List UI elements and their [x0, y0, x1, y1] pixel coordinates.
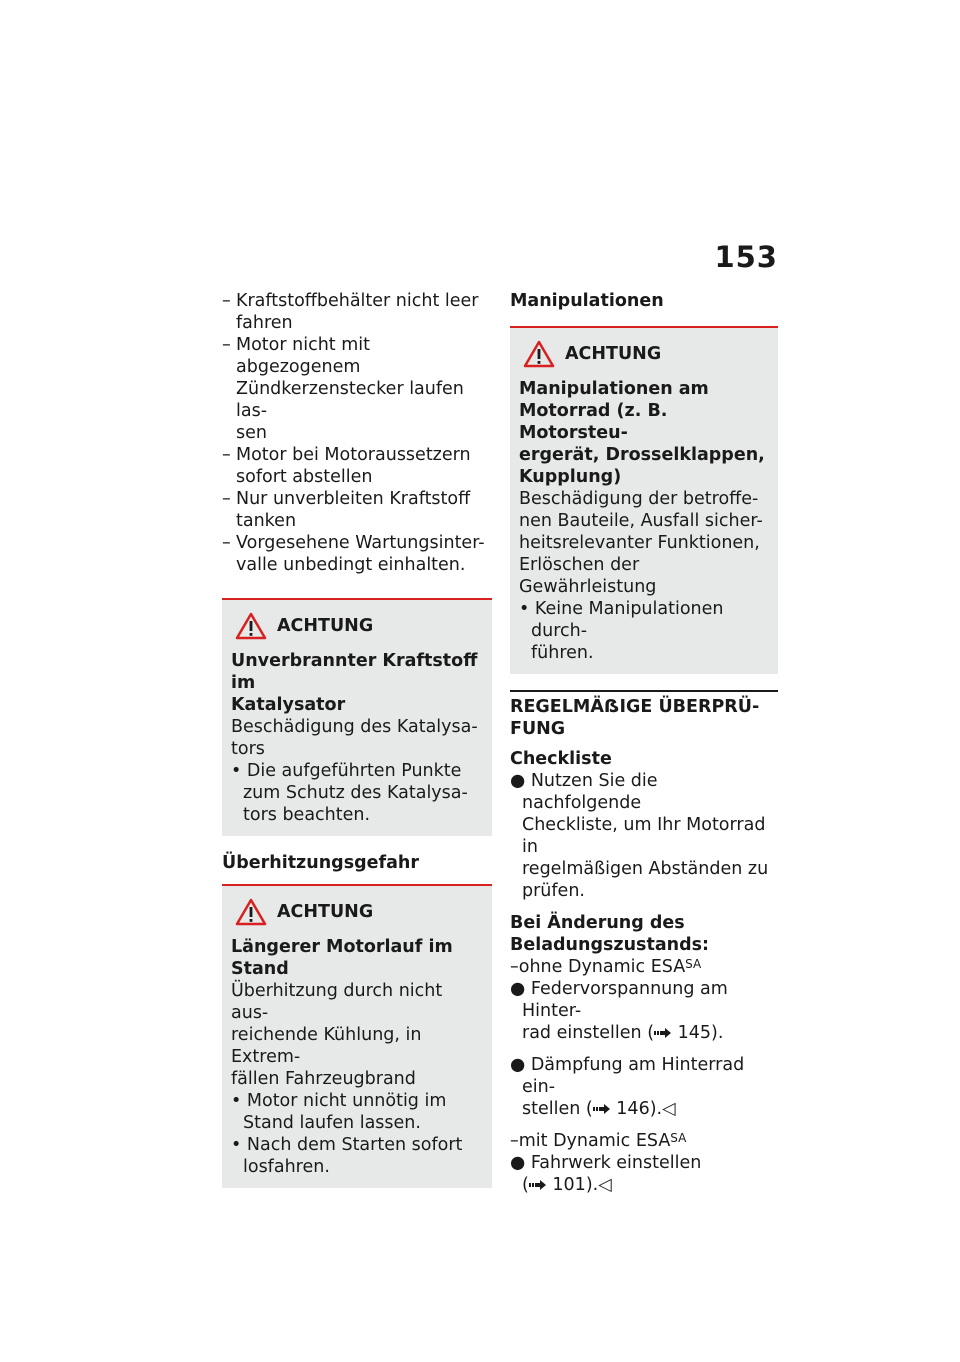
list-item: ● Federvorspannung am Hinter- rad einstellen ( 145). — [510, 979, 728, 1043]
list-item: – Nur unverbleiten Kraftstoff tanken — [222, 489, 471, 531]
warning-header — [231, 612, 483, 640]
list-item: • Keine Manipulationen durch- führen. — [519, 599, 724, 663]
page-reference-arrow-icon — [654, 1028, 672, 1038]
list-item: • Nach dem Starten sofort losfahren. — [231, 1135, 463, 1177]
with-esa-condition: –mit Dynamic $ESA^{SA}$ — [510, 1131, 687, 1151]
warning-box-manipulation — [510, 326, 778, 674]
without-esa-condition: –ohne Dynamic $ESA^{SA}$ — [510, 957, 702, 977]
warning-title: Längerer Motorlauf im Stand — [231, 937, 453, 979]
list-item: ● Nutzen Sie die nachfolgende Checkliste, um Ihr Motorrad in regelmäßigen Abständen zu prüfen. — [510, 771, 769, 901]
page-reference-arrow-icon — [529, 1180, 547, 1190]
section-title-manipulation: Manipulationen — [510, 291, 664, 311]
right-column — [510, 290, 778, 1196]
warning-description: Überhitzung durch nicht aus- reichende Kühlung, in Extrem- fällen Fahrzeugbrand — [231, 981, 443, 1089]
list-item: • Motor nicht unnötig im Stand laufen lassen. — [231, 1091, 447, 1133]
load-change-title: Bei Änderung des Beladungszustands: — [510, 913, 710, 955]
page-reference[interactable]: 145 — [677, 1023, 712, 1043]
warning-box-catalyst — [222, 598, 492, 836]
list-item: – Vorgesehene Wartungsinter- valle unbedingt einhalten. — [222, 533, 485, 575]
warning-header — [519, 340, 769, 368]
major-title-inspection: REGELMÄẞIGE ÜBERPRÜ- FUNG — [510, 690, 778, 740]
warning-header — [231, 898, 483, 926]
list-item: ● Fahrwerk einstellen ( 101).◁ — [510, 1153, 702, 1195]
page-number: 153 — [714, 240, 778, 274]
page-reference[interactable]: 146 — [616, 1099, 650, 1119]
warning-title: Unverbrannter Kraftstoff im Katalysator — [231, 651, 478, 715]
warning-label: ACHTUNG — [277, 902, 374, 922]
warning-label: ACHTUNG — [277, 616, 374, 636]
warning-description: Beschädigung des Katalysa- tors — [231, 717, 478, 759]
warning-box-overheating — [222, 884, 492, 1188]
list-item: – Motor bei Motoraussetzern sofort abstellen — [222, 445, 471, 487]
section-title-overheating: Überhitzungsgefahr — [222, 853, 420, 873]
warning-triangle-icon — [523, 340, 555, 368]
list-item: • Die aufgeführten Punkte zum Schutz des Katalysa- tors beachten. — [231, 761, 468, 825]
warning-label: ACHTUNG — [565, 344, 662, 364]
list-item: – Kraftstoffbehälter nicht leer fahren — [222, 291, 479, 333]
left-column — [222, 290, 492, 1188]
warning-description: Beschädigung der betroffe- nen Bauteile, Ausfall sicher- heitsrelevanter Funktionen, Erlöschen der Gewährleistung — [519, 489, 763, 597]
warning-triangle-icon — [235, 898, 267, 926]
warning-title: Manipulationen am Motorrad (z. B. Motorsteu- ergerät, Drosselklappen, Kupplung) — [519, 379, 765, 487]
page-reference-arrow-icon — [593, 1104, 611, 1114]
sa-superscript: SA — [670, 1131, 687, 1145]
warning-triangle-icon — [235, 612, 267, 640]
list-item: ● Dämpfung am Hinterrad ein- stellen ( 146).◁ — [510, 1055, 745, 1119]
maintenance-list — [222, 290, 492, 576]
page-reference[interactable]: 101 — [552, 1175, 586, 1195]
list-item: – Motor nicht mit abgezogenem Zündkerzenstecker laufen las- sen — [222, 335, 464, 443]
checklist-title: Checkliste — [510, 749, 612, 769]
sa-superscript: SA — [685, 957, 702, 971]
